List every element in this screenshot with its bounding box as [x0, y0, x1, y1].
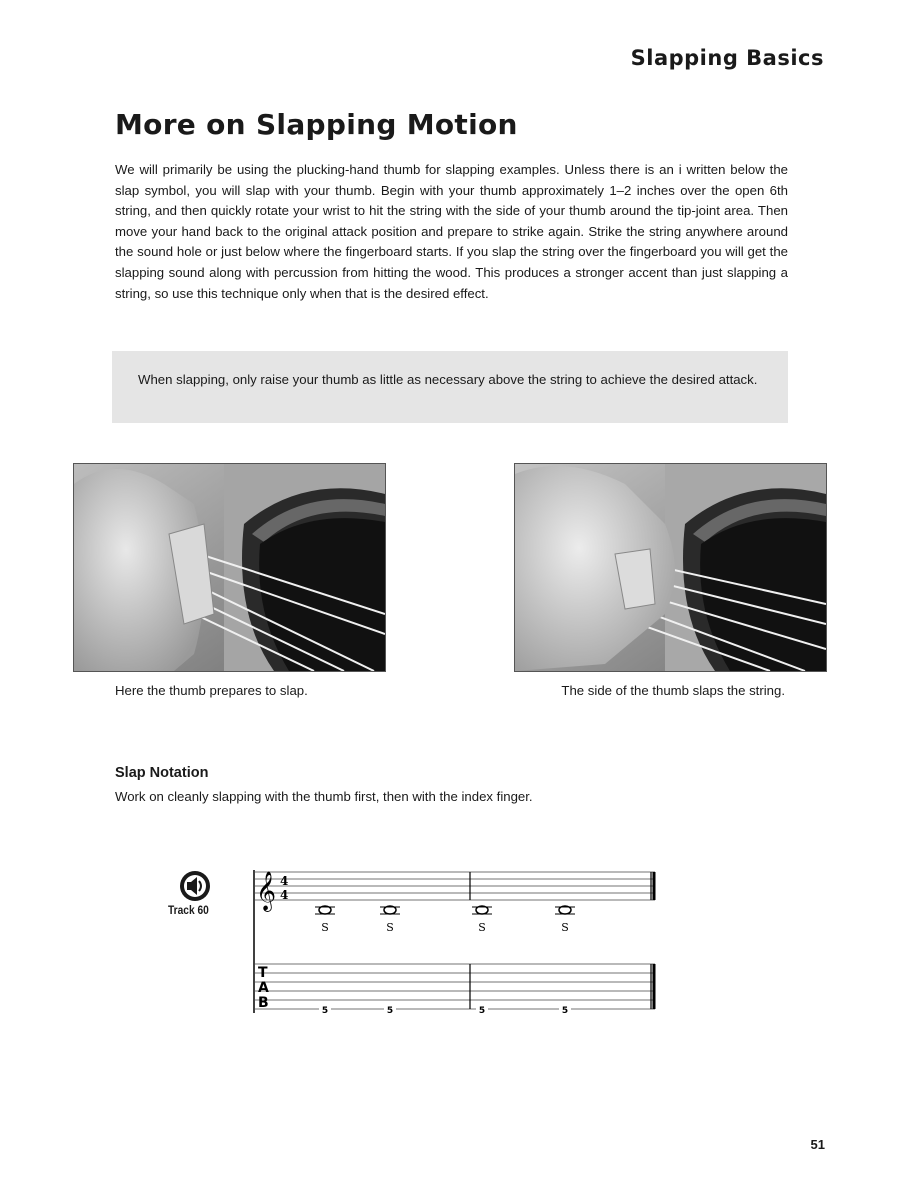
photo-caption: The side of the thumb slaps the string. — [561, 683, 785, 698]
tab-fret-number: 5 — [561, 1006, 569, 1016]
slap-mark: S — [478, 921, 486, 934]
tip-box — [112, 351, 788, 423]
tab-lines — [254, 964, 655, 1009]
tab-fret-number: 5 — [478, 1006, 486, 1016]
note — [555, 906, 575, 914]
photo-thumb-prepares — [73, 463, 386, 672]
tip-text: When slapping, only raise your thumb as little as necessary above the string to achieve the desired attack. — [138, 372, 758, 387]
track-label: Track 60 — [168, 903, 209, 917]
time-signature-bottom: 4 — [280, 888, 289, 902]
time-signature-top: 4 — [280, 874, 289, 888]
music-notation — [250, 862, 660, 1022]
treble-clef: 𝄞 — [256, 871, 277, 911]
section-instruction: Work on cleanly slapping with the thumb first, then with the index finger. — [115, 789, 533, 804]
page-title: More on Slapping Motion — [115, 108, 518, 141]
slap-mark: S — [561, 921, 569, 934]
intro-paragraph: We will primarily be using the plucking-hand thumb for slapping examples. Unless there is an i written below the slap symbol, you will slap with your thumb. Begin with your thumb approximately 1–2 inches over the open 6th string, and then quickly rotate your wrist to hit the string with the side of your thumb around the tip-joint area. Then move your hand back to the original attack position and prepare to strike again. Strike the string anywhere around the sound hole or just below where the fingerboard starts. If you slap the string over the fingerboard you will get the slapping sound along with percussion from hitting the wood. This produces a stronger accent than just slapping a string, so use this technique only when that is the desired effect. — [115, 162, 788, 301]
slap-mark: S — [386, 921, 394, 934]
slap-mark: S — [321, 921, 329, 934]
note — [315, 906, 335, 914]
tab-letter: B — [258, 995, 269, 1011]
note — [472, 906, 492, 914]
staff-lines — [254, 872, 655, 900]
section-header: Slapping Basics — [630, 46, 824, 70]
tab-fret-number: 5 — [386, 1006, 394, 1016]
page-number: 51 — [810, 1137, 825, 1152]
photo-thumb-slaps — [514, 463, 827, 672]
note — [380, 906, 400, 914]
section-subheading: Slap Notation — [115, 765, 209, 781]
tab-letter: A — [258, 980, 269, 996]
tab-fret-number: 5 — [321, 1006, 329, 1016]
photo-caption: Here the thumb prepares to slap. — [115, 683, 308, 698]
tab-letter: T — [258, 965, 268, 981]
